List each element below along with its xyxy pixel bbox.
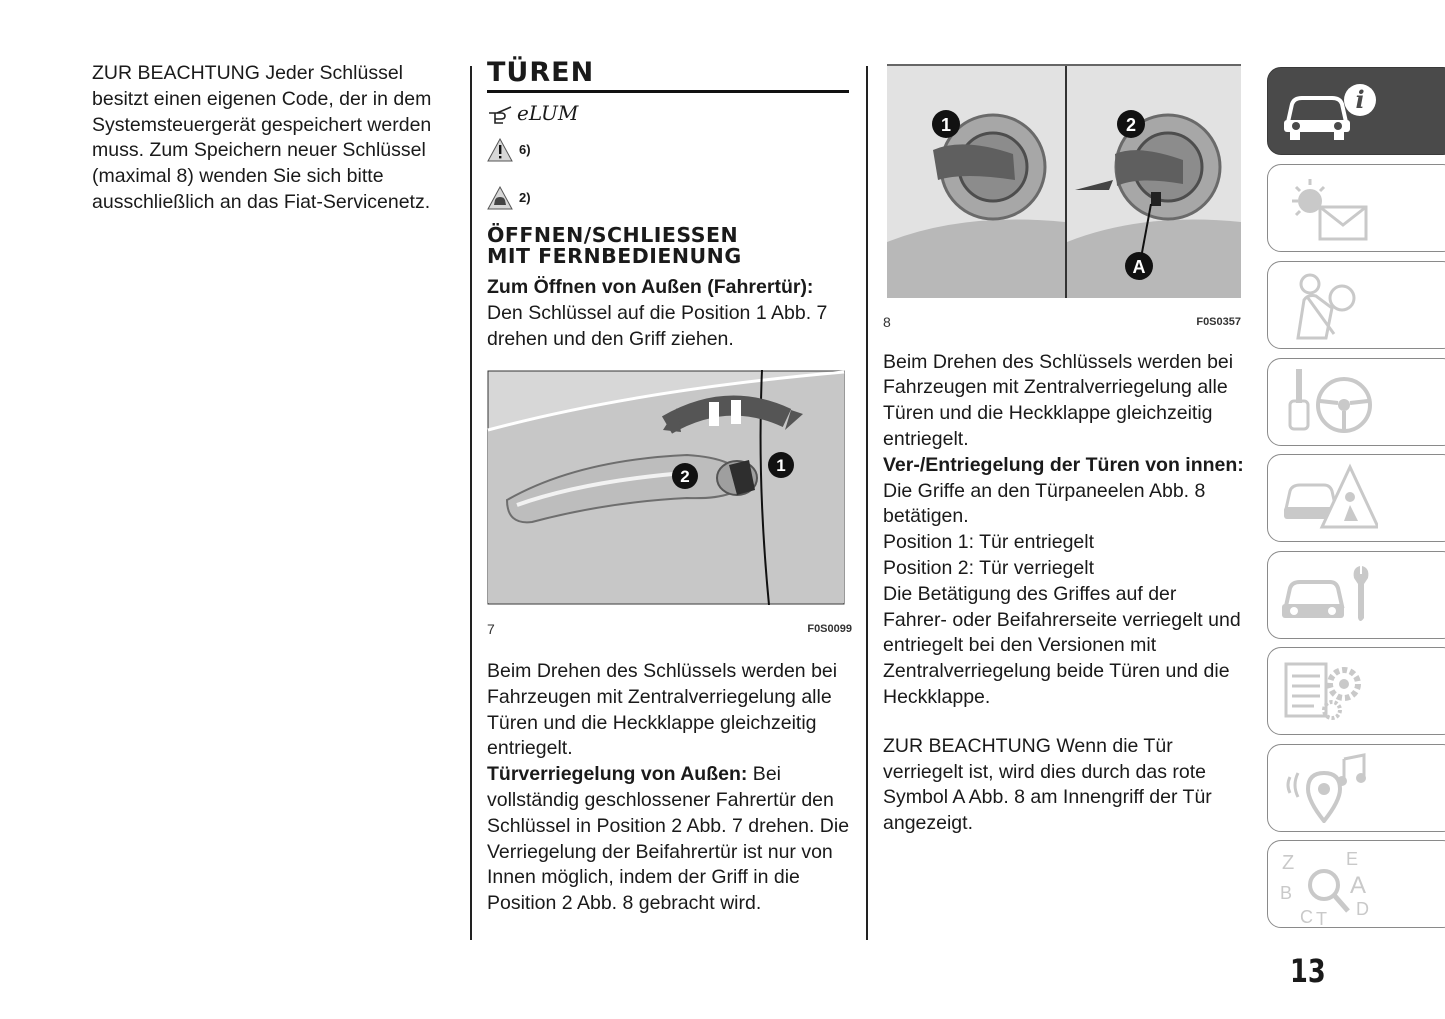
technical-data-icon bbox=[1278, 654, 1378, 726]
left-column bbox=[92, 61, 457, 216]
bold-lead: Ver-/Entriegelung der Türen von innen: bbox=[883, 453, 1244, 476]
figure-label: 2 bbox=[1125, 115, 1137, 135]
figure-label: 1 bbox=[940, 115, 952, 135]
column-divider bbox=[470, 66, 472, 940]
car-info-icon bbox=[1278, 74, 1378, 146]
figure-code: F0S0099 bbox=[807, 623, 852, 636]
airbag-safety-icon bbox=[1278, 268, 1378, 340]
tab-car-info[interactable] bbox=[1267, 67, 1445, 155]
tab-starting-driving[interactable] bbox=[1267, 358, 1445, 446]
pointing-hand-icon bbox=[487, 103, 517, 125]
inside-locking-paragraph bbox=[883, 453, 1245, 530]
figure-number: 7 bbox=[487, 621, 495, 638]
figure-label: 2 bbox=[680, 467, 690, 487]
position-1: Position 1: Tür entriegelt bbox=[883, 531, 1095, 554]
svg-text:i: i bbox=[1355, 85, 1365, 114]
figure-label: A bbox=[1132, 257, 1146, 277]
paragraph-text: Bei vollständig geschlossener Fahrertür den Schlüssel in Position 2 Abb. 7 drehen. Die Verriegelung der Beifahrertür ist nur von Innen möglich, indem der Griff in die Position 2 Abb. 8 gebracht wird. bbox=[487, 763, 850, 915]
tab-maintenance[interactable] bbox=[1267, 551, 1445, 639]
index-letter: C bbox=[1300, 907, 1313, 927]
paragraph-text: Die Griffe an den Türpaneelen Abb. 8 betätigen. bbox=[883, 479, 1206, 528]
figure-8 bbox=[883, 62, 1245, 336]
warning-ref-number: 6) bbox=[519, 142, 531, 158]
index-letter: B bbox=[1280, 883, 1293, 903]
caution-ref-number: 2) bbox=[519, 190, 531, 206]
figure-number: 8 bbox=[883, 313, 891, 330]
car-caution-triangle-icon bbox=[487, 186, 513, 210]
tab-index[interactable] bbox=[1267, 840, 1445, 928]
index-letter: T bbox=[1316, 909, 1327, 927]
code-note: ZUR BEACHTUNG Jeder Schlüssel besitzt einen eigenen Code, der in dem Systemsteuergerät gespeichert werden muss. Zum Speichern neuer Schlüssel (maximal 8) wenden Sie sich bitte ausschließlich an das Fiat-Servicenetz. bbox=[92, 62, 432, 213]
index-search-icon bbox=[1278, 847, 1378, 927]
warning-triangle-icon bbox=[487, 138, 513, 162]
figure-caption bbox=[487, 617, 852, 643]
car-emergency-icon bbox=[1278, 461, 1378, 533]
bold-lead: Türverriegelung von Außen: bbox=[487, 763, 748, 786]
index-letter: E bbox=[1346, 849, 1359, 869]
tab-emergency[interactable] bbox=[1267, 454, 1445, 542]
red-symbol-note: ZUR BEACHTUNG Wenn die Tür verriegelt ist, wird dies durch das rote Symbol A Abb. 8 am Innengriff der Tür angezeigt. bbox=[883, 734, 1212, 835]
car-maintenance-icon bbox=[1278, 558, 1378, 630]
figure-7 bbox=[487, 370, 852, 643]
index-letter: A bbox=[1350, 872, 1367, 899]
index-letter: D bbox=[1356, 899, 1369, 919]
locking-paragraph bbox=[487, 762, 852, 917]
caution-reference bbox=[487, 183, 852, 213]
figure-caption bbox=[883, 310, 1245, 336]
right-column bbox=[883, 62, 1245, 837]
inner-handle-illustration bbox=[883, 62, 1245, 302]
subheading-line: MIT FERNBEDIENUNG bbox=[487, 244, 742, 268]
section-title: TÜREN bbox=[487, 58, 849, 93]
tab-technical-data[interactable] bbox=[1267, 647, 1445, 735]
paragraph-text: Den Schlüssel auf die Position 1 Abb. 7 drehen und den Griff ziehen. bbox=[487, 301, 828, 350]
subheading bbox=[487, 225, 852, 267]
warning-reference bbox=[487, 135, 852, 165]
central-locking-paragraph: Beim Drehen des Schlüssels werden bei Fahrzeugen mit Zentralverriegelung alle Türen und die Heckklappe gleichzeitig entriegelt. bbox=[883, 350, 1234, 450]
tab-dashboard-lights[interactable] bbox=[1267, 164, 1445, 252]
bold-lead: Zum Öffnen von Außen (Fahrertür): bbox=[487, 276, 814, 298]
middle-column bbox=[487, 58, 852, 917]
figure-label: 1 bbox=[776, 456, 786, 476]
index-letter: Z bbox=[1282, 852, 1295, 874]
symbol-text: eLUM bbox=[517, 101, 579, 126]
column-divider bbox=[866, 66, 868, 940]
key-steering-wheel-icon bbox=[1278, 365, 1378, 437]
dashboard-lights-icon bbox=[1278, 171, 1378, 243]
tab-multimedia[interactable] bbox=[1267, 744, 1445, 832]
central-locking-paragraph: Beim Drehen des Schlüssels werden bei Fahrzeugen mit Zentralverriegelung alle Türen und die Heckklappe gleichzeitig entriegelt. bbox=[487, 659, 838, 760]
page-number: 13 bbox=[1290, 952, 1326, 990]
figure-code: F0S0357 bbox=[1196, 315, 1241, 328]
position-2: Position 2: Tür verriegelt bbox=[883, 556, 1094, 579]
opening-paragraph bbox=[487, 275, 852, 352]
symbol-row bbox=[487, 99, 852, 129]
subheading-line: ÖFFNEN/SCHLIESSEN bbox=[487, 223, 739, 247]
door-handle-illustration bbox=[487, 370, 845, 605]
tab-safety[interactable] bbox=[1267, 261, 1445, 349]
handle-paragraph: Die Betätigung des Griffes auf der Fahrer- oder Beifahrerseite verriegelt und entriegelt bei den Versionen mit Zentralverriegelung beide Türen und die Heckklappe. bbox=[883, 582, 1241, 708]
multimedia-icon bbox=[1278, 751, 1378, 823]
